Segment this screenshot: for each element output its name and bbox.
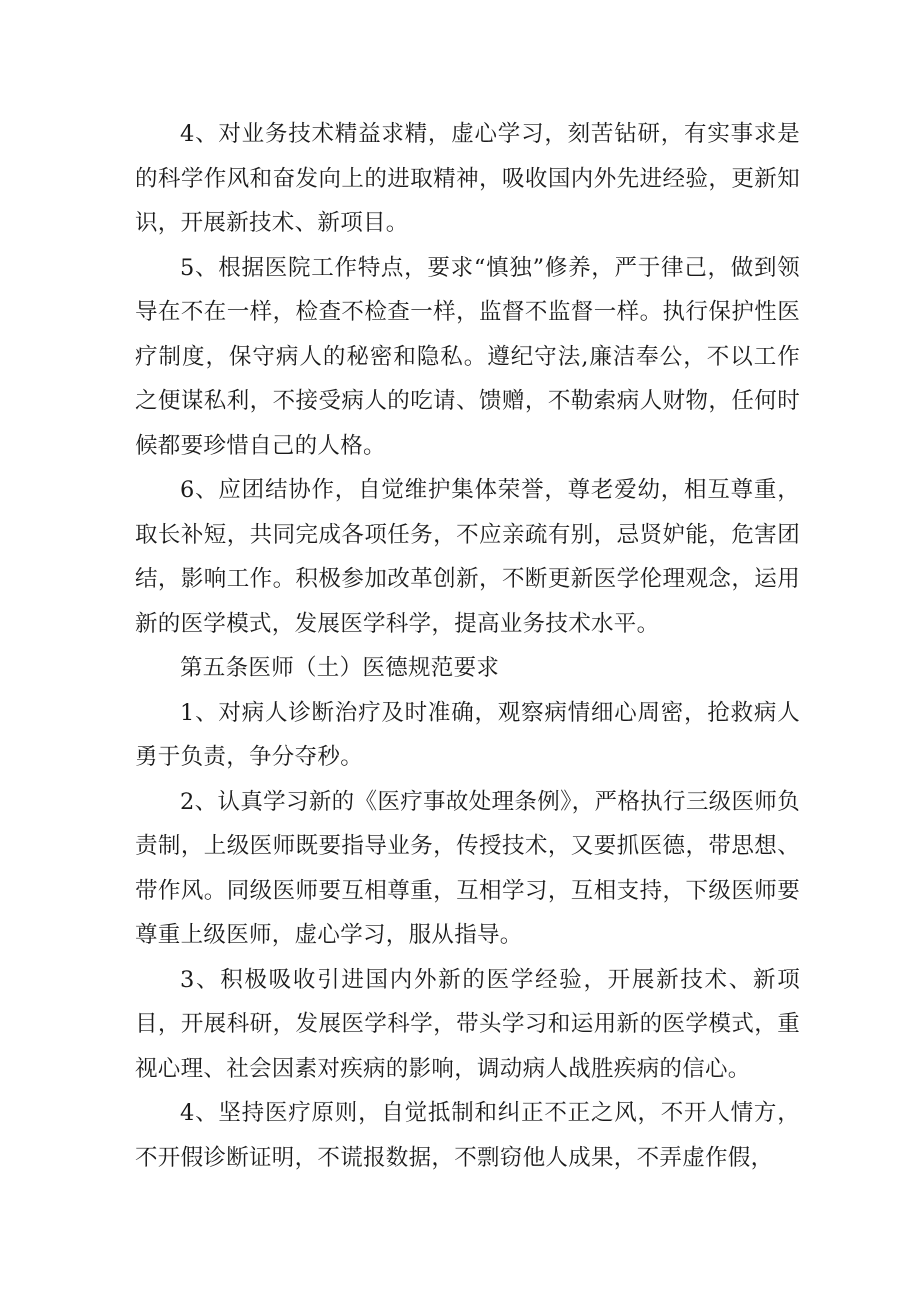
paragraph-item-5-conduct: 5、根据医院工作特点，要求“慎独”修养，严于律己，做到领导在不在一样，检查不检查一样，监督不监督一样。执行保护性医疗制度，保守病人的秘密和隐私。遵纪守法,廉洁奉公，不以工作之便谋私利，不接受病人的吃请、馈赠，不勒索病人财物，任何时候都要珍惜自己的人格。 (135, 254, 800, 459)
physician-paragraph-1: 1、对病人诊断治疗及时准确，观察病情细心周密，抢救病人勇于负责，争分夺秒。 (135, 699, 800, 770)
section-heading: 第五条医师（土）医德规范要求 (180, 655, 500, 681)
physician-paragraph-3: 3、积极吸收引进国内外新的医学经验，开展新技术、新项目，开展科研，发展医学科学，带头学习和运用新的医学模式，重视心理、社会因素对疾病的影响，调动病人战胜疾病的信心。 (135, 966, 800, 1082)
physician-paragraph-2: 2、认真学习新的《医疗事故处理条例》，严格执行三级医师负责制，上级医师既要指导业务，传授技术，又要抓医德，带思想、带作风。同级医师要互相尊重，互相学习，互相支持，下级医师要尊重上级医师，虚心学习，服从指导。 (135, 788, 800, 948)
paragraph-item-6-unity: 6、应团结协作，自觉维护集体荣誉，尊老爱幼，相互尊重，取长补短，共同完成各项任务，不应亲疏有别，忌贤妒能，危害团结，影响工作。积极参加改革创新，不断更新医学伦理观念，运用新的医学模式，发展医学科学，提高业务技术水平。 (135, 477, 800, 637)
paragraph-item-4-tech: 4、对业务技术精益求精，虚心学习，刻苦钻研，有实事求是的科学作风和奋发向上的进取精神，吸收国内外先进经验，更新知识，开展新技术、新项目。 (135, 121, 800, 236)
physician-paragraph-4: 4、坚持医疗原则，自觉抵制和纠正不正之风，不开人情方，不开假诊断证明，不谎报数据，不剽窃他人成果，不弄虚作假， (135, 1100, 800, 1171)
document-body (135, 112, 800, 1180)
